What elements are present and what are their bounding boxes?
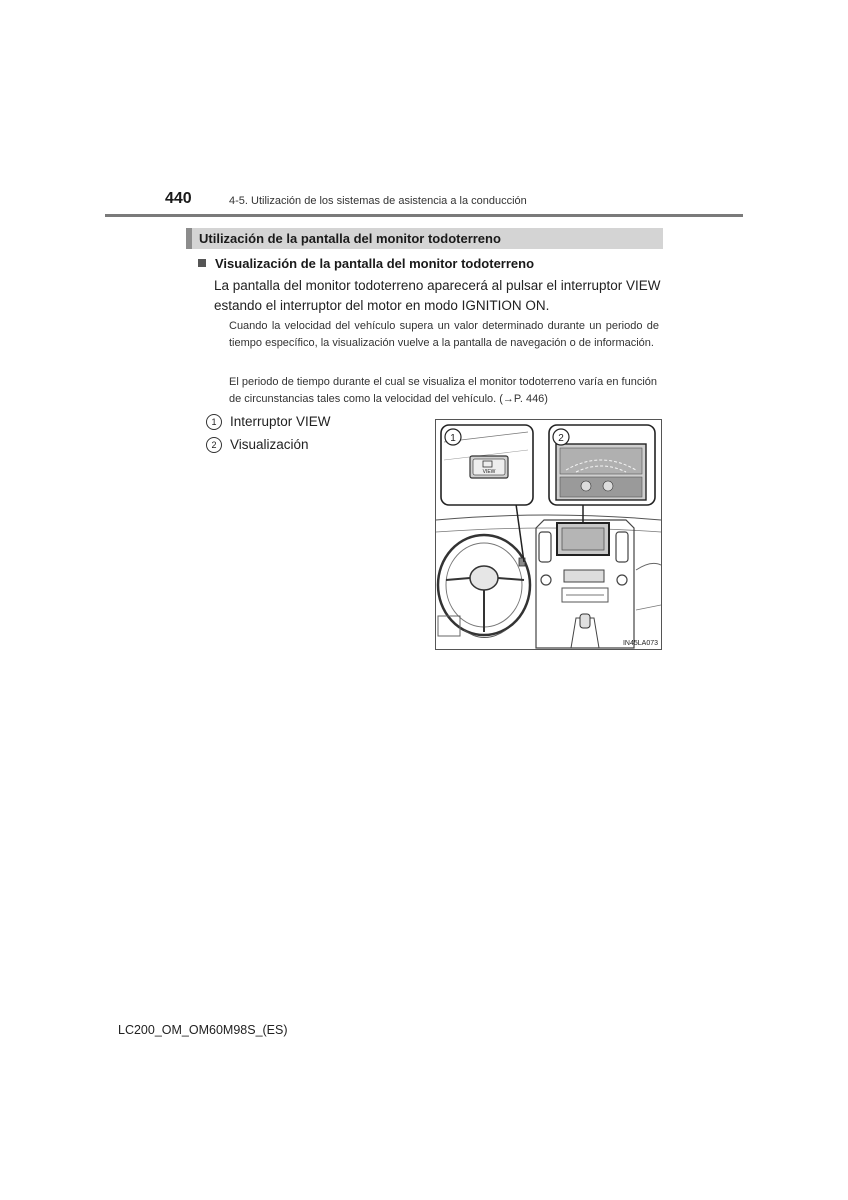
header-divider [105, 214, 743, 217]
section-breadcrumb: 4-5. Utilización de los sistemas de asistencia a la conducción [229, 195, 527, 207]
circled-number: 2 [206, 437, 222, 453]
legend-label: Interruptor VIEW [230, 414, 331, 429]
main-paragraph: La pantalla del monitor todoterreno aparecerá al pulsar el interruptor VIEW estando el interruptor del motor en modo IGNITION ON. [214, 278, 661, 313]
subheading-text: Visualización de la pantalla del monitor todoterreno [215, 256, 535, 271]
section-title: Utilización de la pantalla del monitor todoterreno [199, 231, 501, 246]
note-duration: El periodo de tiempo durante el cual se visualiza el monitor todoterreno varía en función de circunstancias tales como la velocidad del vehículo. (→P. 446) [229, 376, 658, 405]
circled-number: 1 [206, 414, 222, 430]
view-switch-label: VIEW [482, 469, 496, 475]
section-title-banner [186, 228, 663, 249]
subheading [198, 256, 534, 271]
dashboard-illustration [435, 419, 662, 650]
note-speed: Cuando la velocidad del vehículo supera un valor determinado durante un periodo de tiempo específico, la visualización vuelve a la pantalla de navegación o de información. [229, 320, 659, 349]
square-bullet-icon [198, 259, 206, 267]
page-number: 440 [165, 190, 192, 207]
legend-item-display [206, 437, 309, 453]
callout-1: 1 [450, 433, 456, 444]
callout-2: 2 [558, 433, 564, 444]
legend-label: Visualización [230, 437, 309, 452]
legend-item-view-switch [206, 414, 331, 430]
figure-code: IN45LA073 [622, 640, 658, 647]
footer-doc-code: LC200_OM_OM60M98S_(ES) [118, 1023, 288, 1037]
dashboard-drawing [436, 420, 661, 649]
